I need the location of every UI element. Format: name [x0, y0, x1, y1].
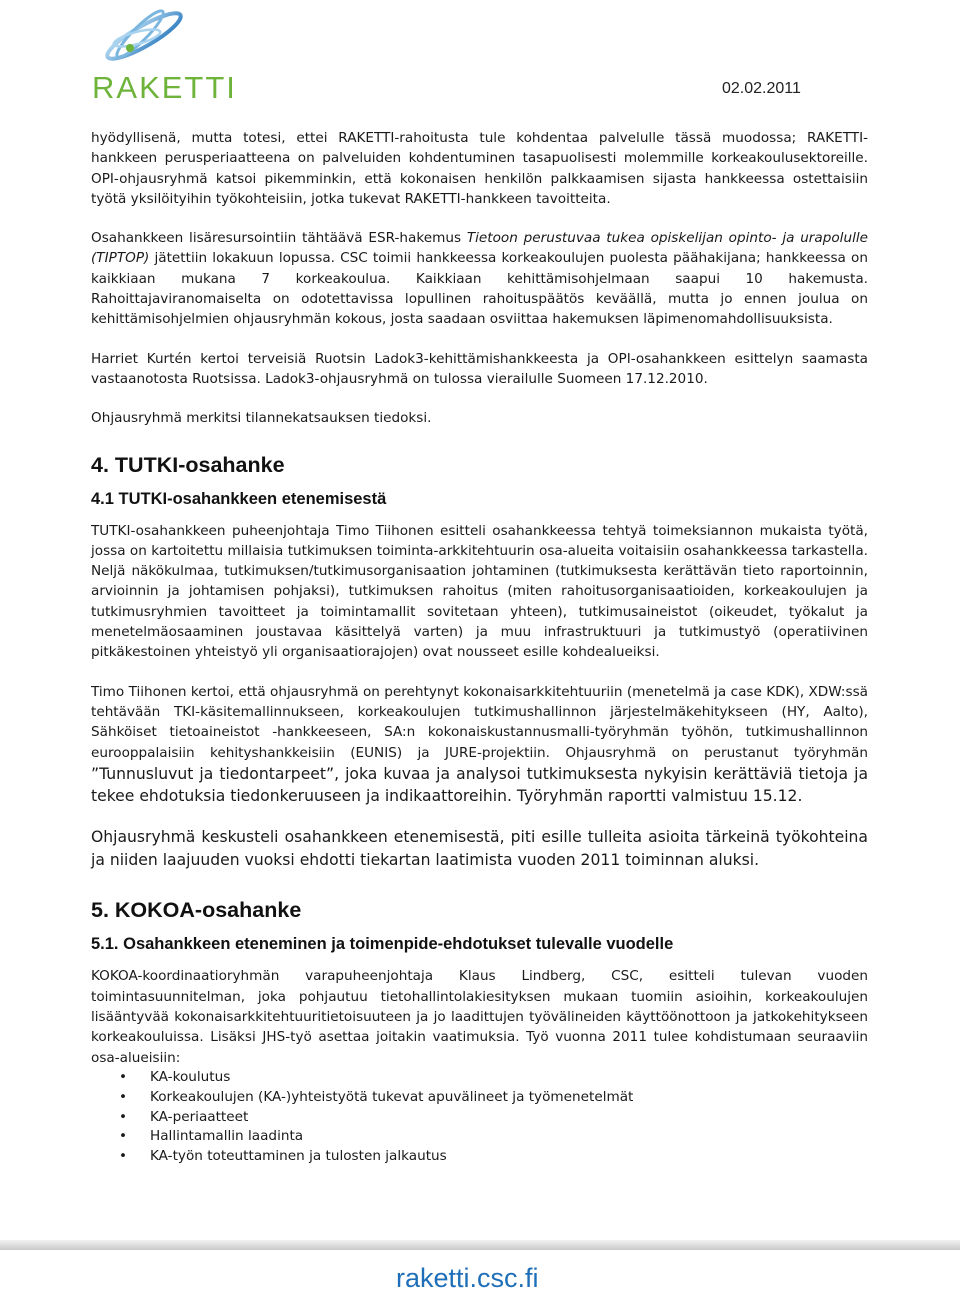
document-body — [91, 128, 868, 1167]
paragraph-opi-funding: hyödyllisenä, mutta totesi, ettei RAKETTI-rahoitusta tule kohdentaa palvelulle tässä muodossa; RAKETTI-hankkeen perusperiaatteena on palveluiden kohdentuminen tasapuolisesti molemmille korkeakoulusektoreille. OPI-ohjausryhmä katsoi pikemminkin, että kokonaisen henkilön palkkaamisen sijasta hankkeessa ostettaisiin työtä yksilöityihin työkohteisiin, jotka tukevat RAKETTI-hankkeen tavoitteita. — [91, 130, 868, 207]
document-date: 02.02.2011 — [722, 80, 801, 97]
list-item: • KA-työn toteuttaminen ja tulosten jalkautus — [91, 1147, 868, 1167]
tiptop-title: Tietoon perustuvaa tukea opiskelijan opinto- ja urapolulle (TIPTOP) — [91, 230, 868, 267]
logo-wordmark: RAKETTI — [92, 70, 237, 105]
rocket-swirl-icon — [92, 4, 252, 74]
paragraph-esr-application — [91, 228, 868, 329]
section-5-1-heading: 5.1. Osahankkeen eteneminen ja toimenpide-ehdotukset tulevalle vuodelle — [91, 935, 674, 954]
section-4-heading: 4. TUTKI-osahanke — [91, 452, 285, 477]
list-item: • Korkeakoulujen (KA-)yhteistyötä tukevat apuvälineet ja työmenetelmät — [91, 1088, 868, 1108]
bullet-icon: • — [119, 1108, 128, 1125]
esr-text-end: jätettiin lokakuun lopussa. CSC toimii hankkeessa korkeakoulujen puolesta päähakijana; hankkeessa on kaikkiaan mukana 7 korkeakoulua. Kaikkiaan kehittämisohjelmaan saapui 10 hakemusta. Rahoittajaviranomaiselta on odotettavissa lopullinen rahoituspäätös keväällä, mutta jo ennen joulua on kehittämisohjelmien ohjausryhmän kokous, josta saadaan osviittaa hakemuksen läpimenomahdollisuuksista. — [91, 250, 868, 328]
bullet-icon: • — [119, 1128, 128, 1145]
list-item: • KA-periaatteet — [91, 1108, 868, 1128]
paragraph-kokoa-plan: KOKOA-koordinaatioryhmän varapuheenjohtaja Klaus Lindberg, CSC, esitteli tulevan vuoden toimintasuunnitelman, joka pohjautuu tietohallintolakiesityksen mukaan tuomiin asioihin, korkeakoulujen lisääntyvää kokonaisarkkitehtuuritietoisuuteen ja jo laadittujen työvälineiden käyttöönottoon ja jatkokehitykseen korkeakouluissa. Lisäksi JHS-työ asettaa joitakin vaatimuksia. Työ vuonna 2011 tulee kohdistumaan seuraaviin osa-alueisiin: — [91, 968, 868, 1066]
section-5-heading: 5. KOKOA-osahanke — [91, 898, 302, 923]
bullet-icon: • — [119, 1068, 128, 1085]
bullet-icon: • — [119, 1148, 128, 1165]
section-4-1-heading: 4.1 TUTKI-osahankkeen etenemisestä — [91, 489, 387, 508]
paragraph-ladok3: Harriet Kurtén kertoi terveisiä Ruotsin Ladok3-kehittämishankkeesta ja OPI-osahankkeen esittelyn saamasta vastaanotosta Ruotsissa. Ladok3-ohjausryhmä on tulossa vierailulle Suomeen 17.12.2010. — [91, 350, 868, 387]
paragraph-tutki-working-group — [91, 682, 868, 808]
paragraph-tutki-work: TUTKI-osahankkeen puheenjohtaja Timo Tiihonen esitteli osahankkeessa tehtyä toimeksiannon mukaista työtä, jossa on kartoitettu millaisia tutkimuksen toiminta-arkkitehtuurin osa-alueita voitaisiin osahankkeessa tarkastella. Neljä näkökulmaa, tutkimuksen/tutkimusorganisaation johtaminen (tutkimuksesta kerättävän tieto raportoinnin, arvioinnin ja johtamisen pohjaksi), tutkimuksen rahoitus (miten rahoitusorganisaatioiden, korkeakoulujen ja tutkimusryhmien tavoitteet ja toimintamallit sovitetaan yhteen), tutkimusaineistot (oikeudet, työkalut ja menetelmäosaaminen joustavaa käsittelyä varten) ja muu infrastruktuuri ja tutkimustyö (operatiivinen pitkäkestoinen yhteistyö yli organisaatiorajojen) ovat nousseet esille kohdealueiksi. — [91, 522, 868, 661]
kokoa-focus-list — [91, 1068, 868, 1167]
paragraph-tutki-roadmap: Ohjausryhmä keskusteli osahankkeen etenemisestä, piti esille tulleita asioita tärkeinä työkohteina ja niiden laajuuden vuoksi ehdotti tiekartan laatimista vuoden 2011 toiminnan aluksi. — [91, 828, 868, 870]
footer-link[interactable]: raketti.csc.fi — [396, 1263, 539, 1293]
list-item: • KA-koulutus — [91, 1068, 868, 1088]
working-group-title-text: ”Tunnusluvut ja tiedontarpeet”, joka kuvaa ja analysoi tutkimuksesta nykyisin kerättäviä tietoja ja tekee ehdotuksia tiedonkeruuseen ja indikaattoreihin. Työryhmän raportti valmistuu 15.12. — [91, 764, 868, 806]
paragraph-status-noted: Ohjausryhmä merkitsi tilannekatsauksen tiedoksi. — [91, 410, 432, 427]
esr-text-start: Osahankkeen lisäresursointiin tähtäävä ESR-hakemus — [91, 230, 467, 247]
footer-divider — [0, 1240, 960, 1250]
bullet-icon: • — [119, 1088, 128, 1105]
raketti-logo — [92, 4, 252, 105]
list-item: • Hallintamallin laadinta — [91, 1127, 868, 1147]
working-group-text: Timo Tiihonen kertoi, että ohjausryhmä on perehtynyt kokonaisarkkitehtuuriin (menetelmä ja case KDK), XDW:ssä tehtävään TKI-käsitemallinnukseen, korkeakoulujen tutkimushallinnon järjestelmäkehitykseen (HY, Aalto), Sähköiset tietoaineistot -hankkeeseen, SA:n kokonaiskustannusmalli-työryhmän työhön, tutkimushallinnon eurooppalaisiin kehityshankkeisiin (EUNIS) ja JURE-projektiin. Ohjausryhmä on perustanut työryhmän — [91, 683, 868, 761]
